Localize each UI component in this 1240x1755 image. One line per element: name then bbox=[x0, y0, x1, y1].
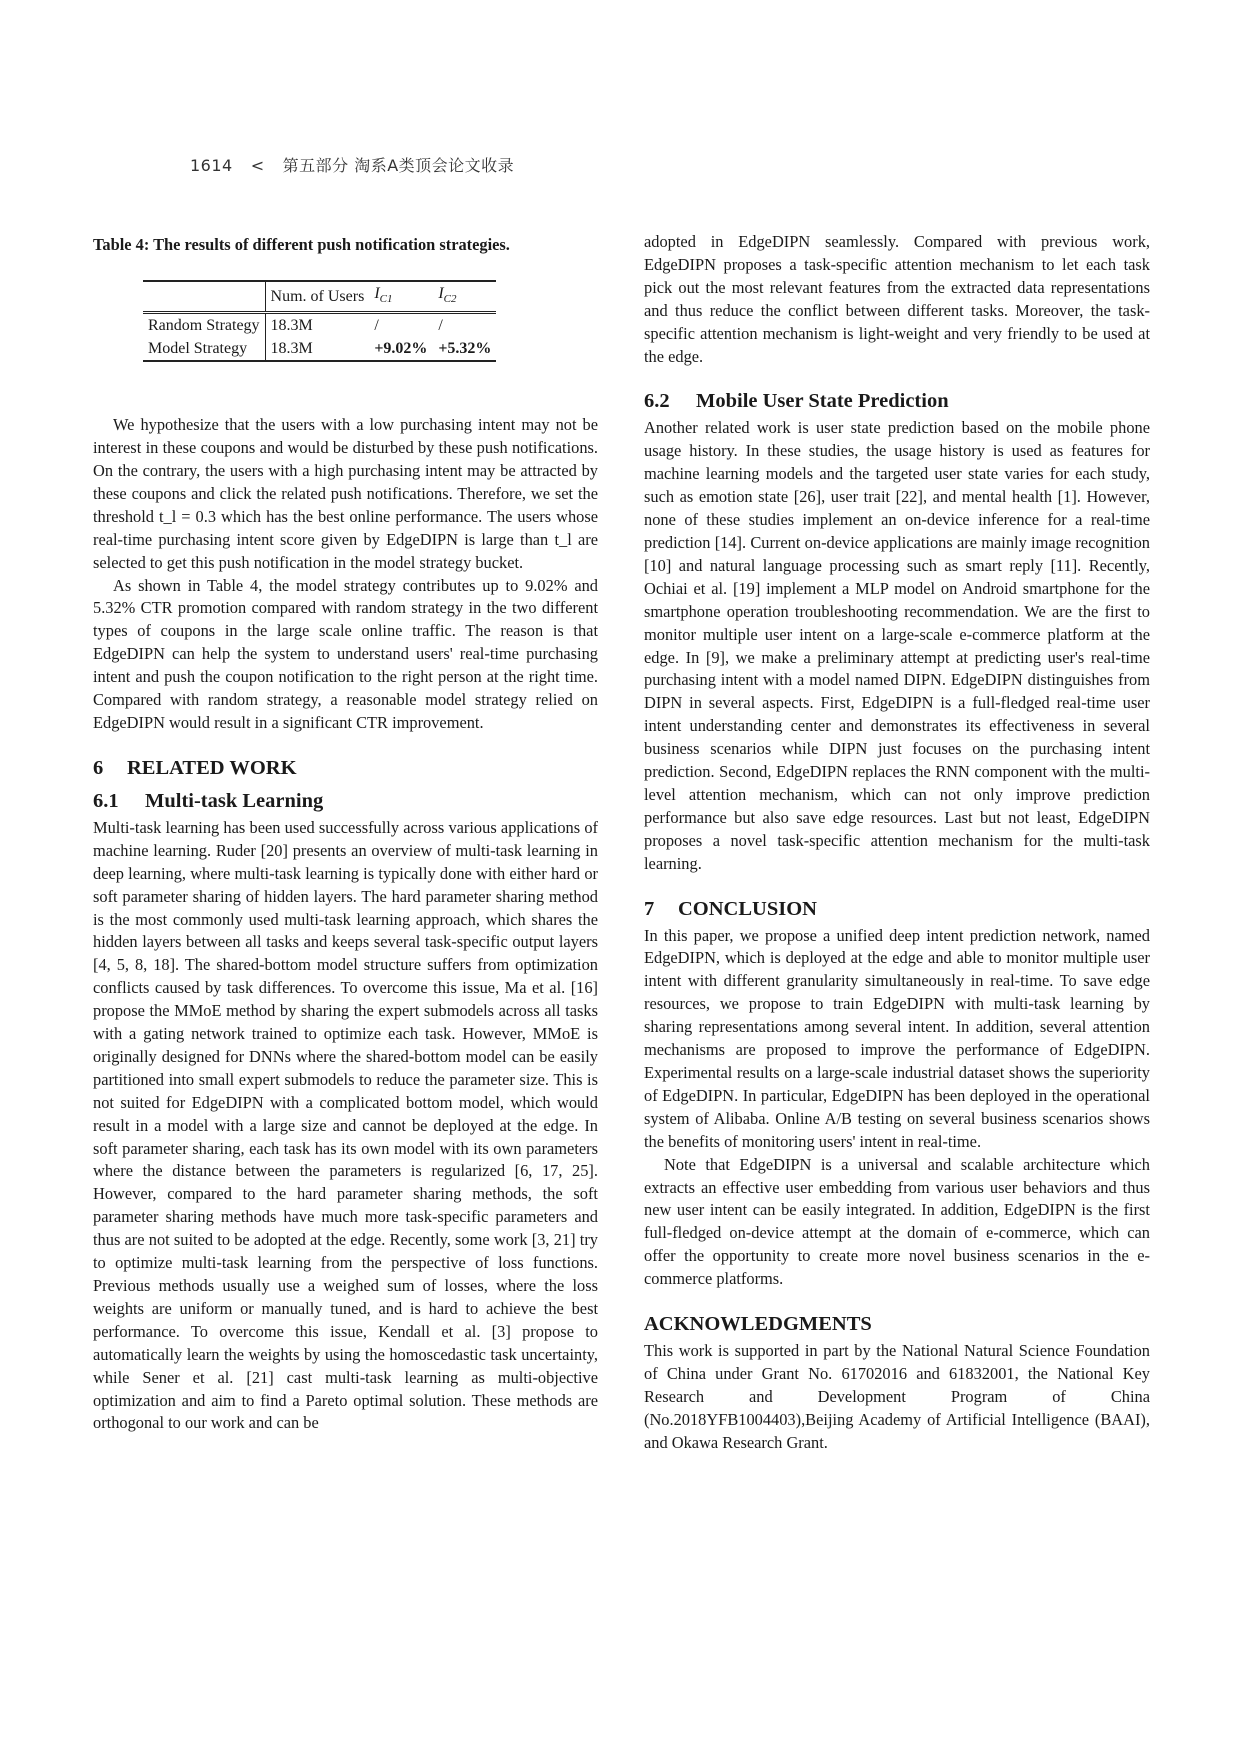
ic2-cell: / bbox=[438, 317, 443, 335]
section-title: CONCLUSION bbox=[678, 897, 817, 920]
row-label: Random Strategy bbox=[143, 313, 265, 338]
section-heading-conclusion bbox=[644, 896, 1150, 922]
paragraph-mobile-state: Another related work is user state prediction based on the mobile phone usage history. In these studies, the usage history is used as features for machine learning models and the targeted user state varies for each study, such as emotion state [26], user trait [22], and mental health [1]. However, none of these studies implement an on-device inference for a real-time prediction [14]. Current on-device applications are mainly image recognition [10] and natural language processing such as smart reply [11]. Recently, Ochiai et al. [19] implement a MLP model on Android smartphone for the smartphone operation troubleshooting recommendation. We are the first to monitor multiple user intent on a large-scale e-commerce platform at the edge. In [9], we make a preliminary attempt at predicting user's real-time purchasing intent with a model named DIPN. EdgeDIPN distinguishes from DIPN in several aspects. First, EdgeDIPN is a full-fledged real-time user intent understanding center and demonstrates its effectiveness in several business scenarios while DIPN just focuses on the purchasing intent prediction. Second, EdgeDIPN replaces the RNN component with the multi-level attention mechanism, which can not only improve prediction performance but also save edge resources. Last but not least, EdgeDIPN proposes a novel task-specific attention mechanism for the multi-task learning. bbox=[644, 418, 1150, 873]
part-title: 第五部分 淘系A类顶会论文收录 bbox=[282, 156, 515, 175]
ic1-cell: / bbox=[374, 317, 379, 335]
running-header bbox=[190, 153, 532, 176]
section-number: 6.2 bbox=[644, 390, 670, 413]
paragraph-conclusion: In this paper, we propose a unified deep intent prediction network, named EdgeDIPN, which is deployed at the edge and able to monitor multiple user intent with different granularity simultaneously in real-time. To save edge resources, we propose to train EdgeDIPN with multi-task learning by sharing representations among several intent. In addition, several attention mechanisms are proposed to improve the performance of EdgeDIPN. Experimental results on a large-scale industrial dataset shows the superiority of EdgeDIPN. In particular, EdgeDIPN has been deployed in the operational system of Alibaba. Online A/B testing on several business scenarios shows the benefits of monitoring users' intent in real-time. bbox=[644, 925, 1150, 1151]
users-cell: 18.3M bbox=[265, 337, 369, 361]
subsection-heading-multitask bbox=[93, 788, 598, 814]
paragraph-universal: Note that EdgeDIPN is a universal and scalable architecture which extracts an effective user embedding from various user behaviors and thus new user intent can be easily integrated. In addition, EdgeDIPN is the first full-fledged on-device attempt at the domain of e-commerce, which can offer the opportunity to create more novel business scenarios in the e-commerce platforms. bbox=[644, 1154, 1150, 1289]
section-heading-acknowledgments: ACKNOWLEDGMENTS bbox=[644, 1313, 872, 1336]
table-row bbox=[143, 313, 496, 338]
paragraph-hypothesis: We hypothesize that the users with a low purchasing intent may not be interest in these coupons and would be disturbed by these push notifications. On the contrary, the users with a high purchasing intent may be attracted by these coupons and click the related push notifications. Therefore, we set the threshold t_l = 0.3 which has the best online performance. The users whose real-time purchasing intent score given by EdgeDIPN is large than t_l are selected to get this push notification in the model strategy bucket. bbox=[93, 415, 598, 572]
paragraph-table4-results: As shown in Table 4, the model strategy contributes up to 9.02% and 5.32% CTR promotion compared with random strategy in the two different types of coupons in the large scale online traffic. The reason is that EdgeDIPN can help the system to understand users' real-time purchasing intent and push the coupon notification to the right person at the right time. Compared with random strategy, a reasonable model strategy relied on EdgeDIPN would result in a significant CTR improvement. bbox=[93, 575, 598, 732]
section-number: 6.1 bbox=[93, 789, 119, 812]
col-header-users: Num. of Users bbox=[265, 281, 369, 313]
right-column bbox=[644, 234, 1150, 1455]
page-number: 1614 bbox=[190, 156, 233, 175]
table-corner-cell bbox=[143, 281, 265, 313]
subsection-heading-mobile-state bbox=[644, 388, 1150, 414]
results-table bbox=[143, 280, 496, 362]
table-header-row bbox=[143, 281, 496, 313]
paragraph-multitask: Multi-task learning has been used successfully across various applications of machine learning. Ruder [20] presents an overview of multi-task learning in deep learning, where multi-task learning is typically done with either hard or soft parameter sharing of hidden layers. The hard parameter sharing method is the most commonly used multi-task learning approach, which shares the hidden layers between all tasks and keeps several task-specific output layers [4, 5, 8, 18]. The shared-bottom model structure suffers from optimization conflicts caused by task differences. To overcome this issue, Ma et al. [16] propose the MMoE method by sharing the expert submodels across all tasks with a gating network trained to optimize each task. However, MMoE is originally designed for DNNs where the shared-bottom model can be easily partitioned into small expert submodels to reduce the parameter size. This is not suited for EdgeDIPN with a complicated bottom model, which would result in a model with a large size and cannot be deployed at the edge. In soft parameter sharing, each task has its own model with its own parameters where the distance between the parameters is regularized [6, 17, 25]. However, compared to the hard parameter sharing methods, the soft parameter sharing methods have much more task-specific parameters and thus are not suited to be adopted at the edge. Recently, some work [3, 21] try to optimize multi-task learning from the perspective of loss functions. Previous methods usually use a weighed sum of losses, where the loss weights are uniform or manually tuned, and is hard to achieve the best performance. To overcome this issue, Kendall et al. [3] propose to automatically learn the weights by using the homoscedastic task uncertainty, while Sener et al. [21] cast multi-task learning as multi-objective optimization and aim to find a Pareto optimal solution. These methods are orthogonal to our work and can be bbox=[93, 817, 598, 1433]
left-column bbox=[93, 234, 598, 1435]
section-number: 6 bbox=[93, 756, 104, 779]
paragraph-task-attention: adopted in EdgeDIPN seamlessly. Compared with previous work, EdgeDIPN proposes a task-specific attention mechanism to let each task pick out the most relevant features from the extracted data representations and thus reduce the conflict between different tasks. Moreover, the task-specific attention mechanism is light-weight and very friendly to be used at the edge. bbox=[644, 232, 1150, 366]
users-cell: 18.3M bbox=[270, 317, 313, 335]
header-separator: < bbox=[250, 156, 265, 175]
table-caption: Table 4: The results of different push notification strategies. bbox=[93, 235, 510, 254]
section-title: RELATED WORK bbox=[127, 756, 297, 779]
ic1-cell: +9.02% bbox=[369, 337, 433, 361]
section-number: 7 bbox=[644, 897, 655, 920]
ic2-cell: +5.32% bbox=[433, 337, 496, 361]
table-row bbox=[143, 337, 496, 361]
section-heading-related-work bbox=[93, 755, 598, 781]
section-title: Mobile User State Prediction bbox=[696, 390, 949, 413]
paragraph-acknowledgments: This work is supported in part by the National Natural Science Foundation of China under Grant No. 61702016 and 61832001, the National Key Research and Development Program of China (No.2018YFB1004403),Beijing Academy of Artificial Intelligence (BAAI), and Okawa Research Grant. bbox=[644, 1341, 1150, 1452]
row-label: Model Strategy bbox=[143, 337, 265, 361]
col-header-ic1: $I_{C1}$ bbox=[369, 281, 433, 313]
section-title: Multi-task Learning bbox=[145, 789, 324, 812]
col-header-ic2: $I_{C2}$ bbox=[433, 281, 496, 313]
